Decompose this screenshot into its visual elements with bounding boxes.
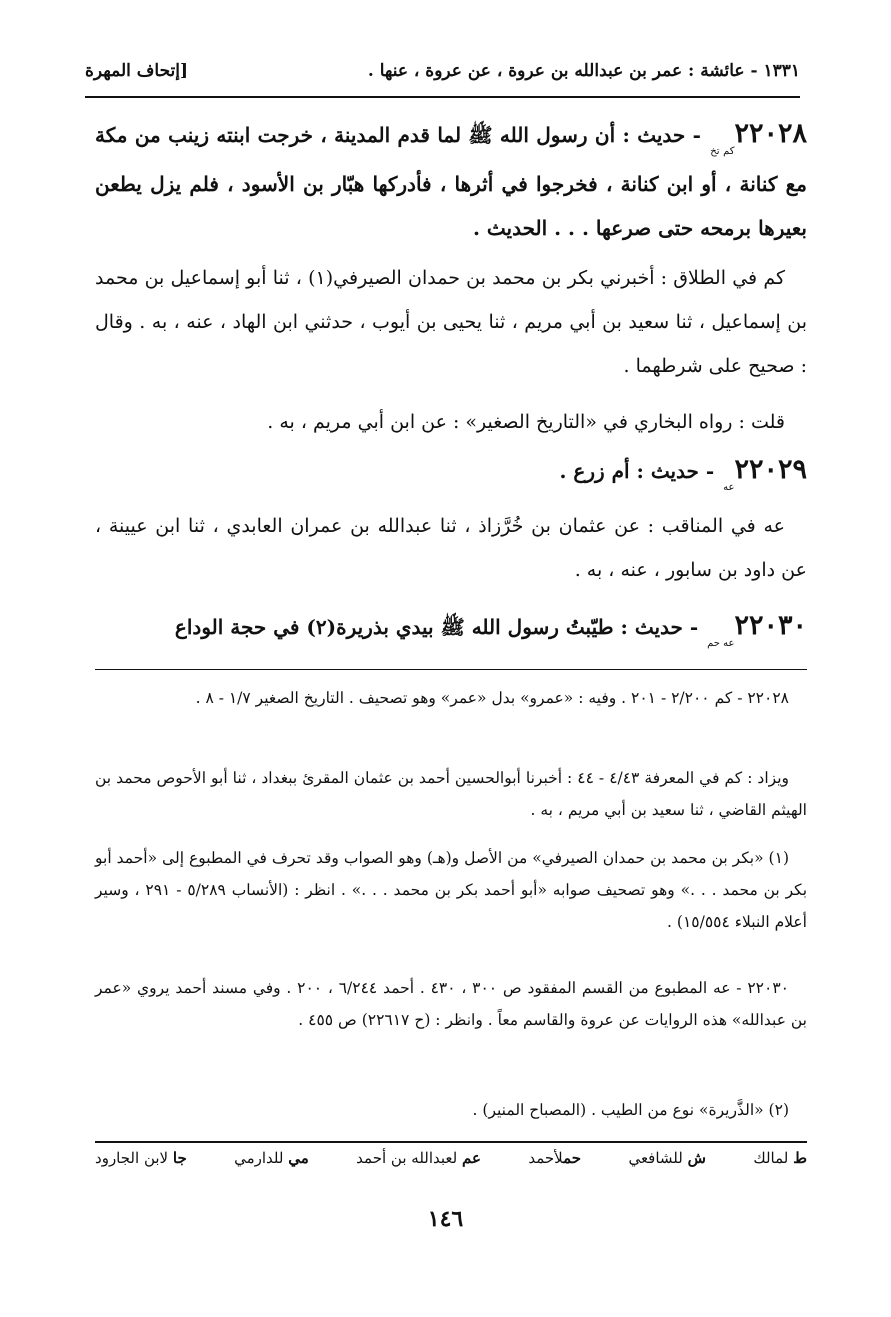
- running-header: [85, 54, 800, 88]
- hadith-sigla: عه حم: [707, 638, 735, 649]
- page-number: ١٤٦: [427, 1206, 464, 1232]
- book-title: [إتحاف المهرة: [85, 61, 189, 81]
- header-divider: [85, 96, 800, 98]
- hadith-number: ٢٢٠٣٠: [734, 610, 807, 641]
- hadith-entry-22029: [95, 448, 807, 498]
- hadith-sigla: عه: [723, 482, 735, 493]
- hadith-sigla: كم تخ: [710, 146, 735, 157]
- isnad-paragraph: كم في الطلاق : أخبرني بكر بن محمد بن حمدان الصيرفي(١) ، ثنا أبو إسماعيل بن محمد بن إسماعيل ، ثنا سعيد بن أبي مريم ، ثنا يحيى بن أيوب ، حدثني ابن الهاد ، عنه ، به . وقال : صحيح على شرطهما .: [95, 267, 807, 377]
- comment-paragraph: قلت : رواه البخاري في «التاريخ الصغير» : عن ابن أبي مريم ، به .: [267, 411, 785, 433]
- footnote-1: (١) «بكر بن محمد بن حمدان الصيرفي» من الأصل و(هـ) وهو الصواب وقد تحرف في المطبوع إلى «أحمد أبو بكر بن محمد . . .» وهو تصحيف صوابه «أبو أحمد بكر بن محمد . . .» . انظر : (الأنساب ٥/٢٨٩ - ٢٩١ ، وسير أعلام النبلاء ١٥/٥٥٤) .: [95, 849, 808, 931]
- hadith-number: ٢٢٠٢٨: [734, 118, 807, 149]
- footnote-divider: [95, 669, 807, 670]
- legend-item: عم لعبدالله بن أحمد: [356, 1149, 481, 1167]
- legend-divider: [95, 1141, 807, 1143]
- legend-item: مي للدارمي: [234, 1149, 309, 1167]
- running-title: ١٣٣١ - عائشة : عمر بن عبدالله بن عروة ، عن عروة ، عنها .: [367, 61, 800, 81]
- hadith-number: ٢٢٠٢٩: [734, 454, 807, 485]
- hadith-entry-22030: [95, 604, 807, 654]
- hadith-text: - حديث : طيّبتُ رسول الله ﷺ بيدي بذريرة(٢) في حجة الوداع: [174, 615, 706, 639]
- hadith-text: - حديث : أم زرع .: [559, 459, 722, 483]
- legend-item: ط لمالك: [753, 1149, 807, 1167]
- legend-item: ش للشافعي: [628, 1149, 706, 1167]
- abbreviation-legend: [95, 1149, 807, 1167]
- legend-item: حملأحمد: [528, 1149, 582, 1167]
- legend-item: جا لابن الجارود: [95, 1149, 187, 1167]
- footnote-22030: ٢٢٠٣٠ - عه المطبوع من القسم المفقود ص ٣٠٠ ، ٤٣٠ . أحمد ٦/٢٤٤ ، ٢٠٠ . وفي مسند أحمد يروي «عمر بن عبدالله» هذه الروايات عن عروة والقاسم معاً . وانظر : (ح ٢٢٦١٧) ص ٤٥٥ .: [95, 979, 807, 1029]
- hadith-text: - حديث : أن رسول الله ﷺ لما قدم المدينة ، خرجت ابنته زينب من مكة مع كنانة ، أو ابن كنانة ، فخرجوا في أثرها ، فأدركها هبّار بن الأسود ، فلم يزل يطعن بعيرها برمحه حتى صرعها . . . الحديث .: [95, 123, 807, 240]
- isnad-paragraph: عه في المناقب : عن عثمان بن خُرَّزاذ ، ثنا عبدالله بن عمران العابدي ، ثنا ابن عيينة ، عن داود بن سابور ، عنه ، به .: [95, 515, 807, 581]
- footnote-22028: ٢٢٠٢٨ - كم ٢/٢٠٠ - ٢٠١ . وفيه : «عمرو» بدل «عمر» وهو تصحيف . التاريخ الصغير ١/٧ - ٨ .: [195, 689, 789, 707]
- footnote-2: (٢) «الذَّريرة» نوع من الطيب . (المصباح المنير) .: [472, 1101, 789, 1119]
- hadith-entry-22028: [95, 112, 807, 250]
- footnote-addition: ويزاد : كم في المعرفة ٤/٤٣ - ٤٤ : أخبرنا أبوالحسين أحمد بن عثمان المقرئ ببغداد ، ثنا أبو الأحوص محمد بن الهيثم القاضي ، ثنا سعيد بن أبي مريم ، به .: [95, 769, 807, 819]
